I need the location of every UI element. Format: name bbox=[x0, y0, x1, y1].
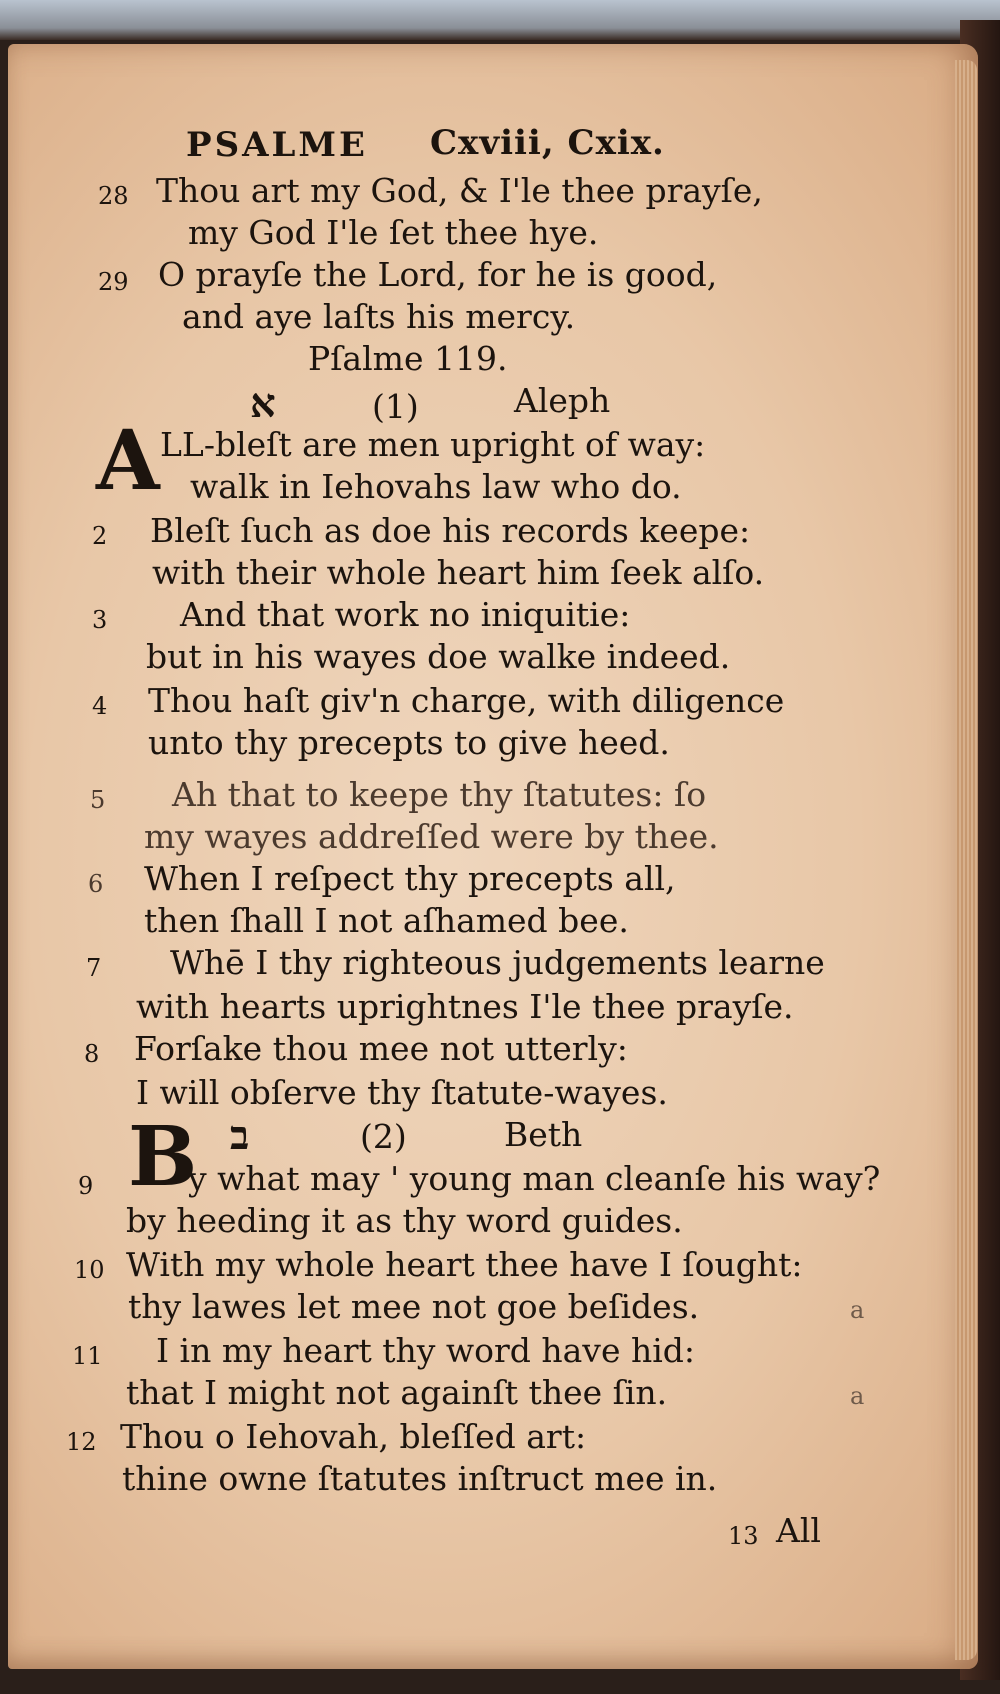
hebrew-letter: א bbox=[250, 380, 276, 427]
verse-number: 7 bbox=[86, 954, 102, 982]
verse-number: 12 bbox=[66, 1428, 97, 1456]
verse-line: that I might not againſt thee ſin. bbox=[126, 1373, 668, 1412]
section-letter-name: Beth bbox=[504, 1115, 583, 1154]
margin-mark: a bbox=[850, 1296, 865, 1324]
verse-line: with their whole heart him ſeek alſo. bbox=[152, 553, 765, 592]
verse-line: and aye laſts his mercy. bbox=[182, 297, 576, 336]
running-header-title: PSALME bbox=[186, 125, 368, 165]
margin-mark: a bbox=[850, 1382, 865, 1410]
drop-cap-initial: A bbox=[96, 413, 160, 509]
verse-line: walk in Iehovahs law who do. bbox=[190, 467, 682, 506]
verse-line: Thou haſt giv'n charge, with diligence bbox=[148, 681, 785, 720]
scan-background bbox=[0, 0, 1000, 40]
page-stack-edge bbox=[955, 60, 977, 1660]
verse-number: 8 bbox=[84, 1040, 100, 1068]
verse-line: y what may ' young man cleanſe his way? bbox=[188, 1159, 881, 1198]
catchword: All bbox=[776, 1511, 821, 1550]
verse-line: Whē I thy righteous judgements learne bbox=[170, 943, 825, 982]
verse-number: 28 bbox=[98, 182, 129, 210]
verse-line: I in my heart thy word have hid: bbox=[156, 1331, 696, 1370]
verse-line: Bleſt ſuch as doe his records keepe: bbox=[150, 511, 751, 550]
drop-cap-initial: B bbox=[128, 1109, 198, 1205]
verse-number: 11 bbox=[72, 1342, 103, 1370]
verse-line: I will obſerve thy ſtatute-wayes. bbox=[136, 1073, 668, 1112]
verse-line: Thou o Iehovah, bleſſed art: bbox=[120, 1417, 587, 1456]
section-index: (2) bbox=[360, 1117, 407, 1156]
verse-line: Forſake thou mee not utterly: bbox=[134, 1029, 628, 1068]
verse-number: 9 bbox=[78, 1172, 94, 1200]
verse-line: thy lawes let mee not goe beſides. bbox=[128, 1287, 700, 1326]
verse-number: 2 bbox=[92, 522, 108, 550]
verse-line: With my whole heart thee have I ſought: bbox=[126, 1245, 803, 1284]
section-letter-name: Aleph bbox=[514, 381, 611, 420]
verse-line: When I reſpect thy precepts all, bbox=[144, 859, 676, 898]
catchword-number: 13 bbox=[728, 1522, 759, 1550]
verse-line: my God I'le ſet thee hye. bbox=[188, 213, 599, 252]
verse-line: then ſhall I not aſhamed bee. bbox=[144, 901, 629, 940]
hebrew-letter: ב bbox=[230, 1112, 250, 1159]
running-header-numerals: Cxviii, Cxix. bbox=[430, 123, 665, 163]
verse-number: 29 bbox=[98, 268, 129, 296]
verse-line: with hearts uprightnes I'le thee prayſe. bbox=[136, 987, 794, 1026]
verse-line: thine owne ſtatutes inſtruct mee in. bbox=[122, 1459, 718, 1498]
verse-number: 4 bbox=[92, 692, 108, 720]
verse-line: Ah that to keepe thy ſtatutes: ſo bbox=[172, 775, 707, 814]
verse-line: by heeding it as thy word guides. bbox=[126, 1201, 683, 1240]
verse-line: LL-bleſt are men upright of way: bbox=[160, 425, 706, 464]
verse-line: but in his wayes doe walke indeed. bbox=[146, 637, 731, 676]
verse-line: unto thy precepts to give heed. bbox=[148, 723, 670, 762]
verse-number: 10 bbox=[74, 1256, 105, 1284]
psalm-title: Pſalme 119. bbox=[308, 339, 508, 378]
verse-number: 3 bbox=[92, 606, 108, 634]
verse-number: 6 bbox=[88, 870, 104, 898]
verse-line: O prayſe the Lord, for he is good, bbox=[158, 255, 718, 294]
verse-line: my wayes addreſſed were by thee. bbox=[144, 817, 719, 856]
verse-line: And that work no iniquitie: bbox=[180, 595, 631, 634]
verse-number: 5 bbox=[90, 786, 106, 814]
section-index: (1) bbox=[372, 387, 419, 426]
verse-line: Thou art my God, & I'le thee prayſe, bbox=[156, 171, 763, 210]
